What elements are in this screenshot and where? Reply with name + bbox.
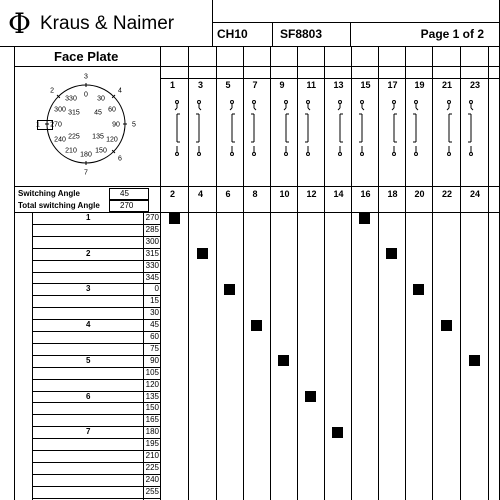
table-angle: 135 — [145, 391, 159, 401]
dial-angle-label: 300 — [54, 106, 66, 114]
dial-angle-label: 240 — [54, 136, 66, 144]
contact-closed-mark — [332, 427, 343, 438]
dial-angle-label: 30 — [97, 95, 105, 103]
table-angle: 105 — [145, 367, 159, 377]
table-angle: 300 — [145, 236, 159, 246]
contact-bottom-number: 14 — [333, 189, 344, 199]
total-switching-angle-label: Total switching Angle — [18, 201, 100, 210]
contact-symbol — [173, 98, 203, 158]
contact-top-number: 13 — [333, 80, 344, 90]
switching-angle-value-box — [109, 188, 149, 200]
table-angle: 195 — [145, 439, 159, 449]
contact-symbol — [445, 98, 475, 158]
contact-top-number: 11 — [306, 80, 317, 90]
dial-angle-label: 135 — [92, 133, 104, 141]
dial-angle-label: 210 — [65, 147, 77, 155]
dial-angle-label: 90 — [112, 121, 120, 129]
table-position-number: 1 — [86, 213, 91, 222]
dial-angle-label: 270 — [50, 121, 62, 129]
table-angle: 30 — [150, 308, 159, 318]
contact-symbol — [390, 98, 420, 158]
dial-angle-label: 150 — [95, 147, 107, 155]
dial-angle-label: 45 — [94, 109, 102, 117]
dial-position-number: 2 — [50, 87, 55, 95]
contact-bottom-number: 20 — [414, 189, 425, 199]
dial-position-number: 4 — [117, 87, 122, 95]
dial-angle-label: 0 — [84, 91, 88, 99]
contact-top-number: 19 — [414, 80, 425, 90]
contact-bottom-number: 24 — [470, 189, 481, 199]
table-angle: 180 — [145, 427, 159, 437]
table-angle: 150 — [145, 403, 159, 413]
table-angle: 225 — [145, 462, 159, 472]
table-position-number: 4 — [86, 320, 91, 330]
dial-position-number: 5 — [132, 121, 136, 129]
dial-position-number: 1 — [36, 121, 40, 129]
table-angle: 90 — [150, 355, 159, 365]
table-angle: 315 — [145, 248, 159, 258]
contact-top-number: 3 — [198, 80, 204, 90]
contact-bottom-number: 22 — [442, 189, 453, 199]
table-position-number: 5 — [86, 355, 91, 365]
table-angle: 285 — [145, 224, 159, 234]
contact-bottom-number: 2 — [170, 189, 176, 199]
contact-bottom-number: 4 — [198, 189, 204, 199]
contact-symbol — [228, 98, 258, 158]
contact-bottom-number: 8 — [252, 189, 258, 199]
table-angle: 60 — [150, 332, 159, 341]
face-plate-title: Face Plate — [54, 49, 119, 64]
contact-bottom-number: 6 — [225, 189, 231, 199]
contact-closed-mark — [305, 391, 316, 402]
contact-closed-mark — [359, 213, 370, 224]
contact-closed-mark — [413, 284, 424, 295]
dial-angle-label: 315 — [68, 109, 80, 117]
table-position-number: 2 — [86, 248, 91, 258]
table-position-number: 6 — [86, 391, 91, 401]
contact-top-number: 21 — [442, 80, 453, 90]
face-plate-dial — [14, 66, 160, 186]
current-position-box — [37, 120, 53, 130]
contact-top-number: 9 — [279, 80, 285, 90]
dial-angle-label: 120 — [106, 136, 118, 144]
contact-bottom-number: 18 — [387, 189, 398, 199]
table-angle: 15 — [150, 296, 159, 306]
table-angle: 210 — [145, 451, 159, 460]
contact-symbol — [282, 98, 312, 158]
table-angle: 255 — [145, 486, 159, 496]
table-angle: 270 — [145, 213, 159, 222]
total-switching-angle-value: 270 — [120, 201, 134, 210]
contact-top-number: 5 — [225, 80, 231, 90]
contact-top-number: 7 — [252, 80, 258, 90]
table-angle: 345 — [145, 272, 159, 282]
page-indicator: Page 1 of 2 — [420, 27, 484, 41]
switching-angle-value: 45 — [120, 189, 129, 198]
dial-angle-label: 330 — [65, 95, 77, 103]
contact-top-number: 15 — [360, 80, 371, 90]
contact-closed-mark — [469, 355, 480, 366]
dial-position-number: 6 — [117, 155, 122, 163]
model-number: CH10 — [217, 27, 248, 41]
contact-closed-mark — [441, 320, 452, 331]
drawing-number: SF8803 — [280, 27, 323, 41]
table-angle: 330 — [145, 260, 159, 270]
contact-symbol — [336, 98, 366, 158]
dial-angle-label: 60 — [108, 106, 116, 114]
switching-angle-label: Switching Angle — [18, 189, 80, 198]
contact-closed-mark — [386, 248, 397, 259]
dial-angle-label: 180 — [80, 151, 92, 159]
brand-logo-symbol: Φ — [8, 7, 31, 40]
contact-top-number: 23 — [470, 80, 481, 90]
table-position-number: 3 — [86, 284, 91, 294]
table-angle: 45 — [150, 320, 159, 330]
table-angle: 240 — [145, 474, 159, 484]
contact-closed-mark — [278, 355, 289, 366]
contact-closed-mark — [251, 320, 262, 331]
table-angle: 165 — [145, 415, 159, 425]
dial-angle-label: 225 — [68, 133, 80, 141]
contact-closed-mark — [197, 248, 208, 259]
table-angle: 0 — [154, 284, 159, 294]
table-angle: 75 — [150, 343, 159, 353]
table-position-number: 7 — [86, 427, 91, 437]
contact-closed-mark — [169, 213, 180, 224]
dial-position-number: 3 — [84, 73, 88, 81]
contact-top-number: 1 — [170, 80, 176, 90]
contact-bottom-number: 16 — [360, 189, 371, 199]
contact-top-number: 17 — [387, 80, 398, 90]
table-angle: 120 — [145, 379, 159, 389]
contact-closed-mark — [224, 284, 235, 295]
dial-position-number: 7 — [84, 169, 88, 177]
brand-name: Kraus & Naimer — [40, 13, 175, 34]
contact-bottom-number: 12 — [306, 189, 317, 199]
contact-bottom-number: 10 — [279, 189, 290, 199]
